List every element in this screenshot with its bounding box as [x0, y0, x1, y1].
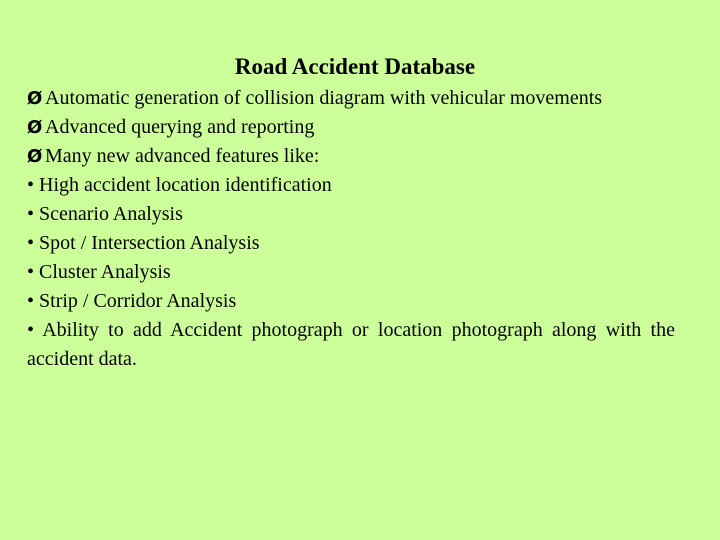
dot-bullet-icon: • [27, 319, 35, 341]
list-item [27, 113, 675, 142]
dot-bullet-icon: • [27, 261, 35, 283]
slide-title: Road Accident Database [234, 54, 476, 79]
item-text: Automatic generation of collision diagram with vehicular movements [45, 87, 603, 109]
list-item [27, 84, 675, 113]
item-text: Spot / Intersection Analysis [39, 232, 260, 254]
dot-bullet-icon: • [27, 174, 35, 196]
list-item [27, 200, 675, 229]
list-item [27, 316, 675, 374]
arrow-bullet-icon: Ø [27, 117, 43, 138]
item-text: Cluster Analysis [39, 261, 171, 283]
item-text: Strip / Corridor Analysis [39, 290, 237, 312]
item-text: High accident location identification [39, 174, 332, 196]
list-item [27, 258, 675, 287]
dot-bullet-icon: • [27, 290, 35, 312]
item-text: Ability to add Accident photograph or location photograph along with the accident data. [27, 319, 675, 370]
list-item [27, 171, 675, 200]
list-item [27, 142, 675, 171]
dot-bullet-icon: • [27, 232, 35, 254]
arrow-bullet-icon: Ø [27, 88, 43, 109]
item-text: Scenario Analysis [39, 203, 183, 225]
arrow-bullet-icon: Ø [27, 146, 43, 167]
item-text: Many new advanced features like: [45, 145, 320, 167]
list-item [27, 229, 675, 258]
item-text: Advanced querying and reporting [45, 116, 315, 138]
list-item [27, 287, 675, 316]
bullet-list [27, 84, 675, 374]
dot-bullet-icon: • [27, 203, 35, 225]
